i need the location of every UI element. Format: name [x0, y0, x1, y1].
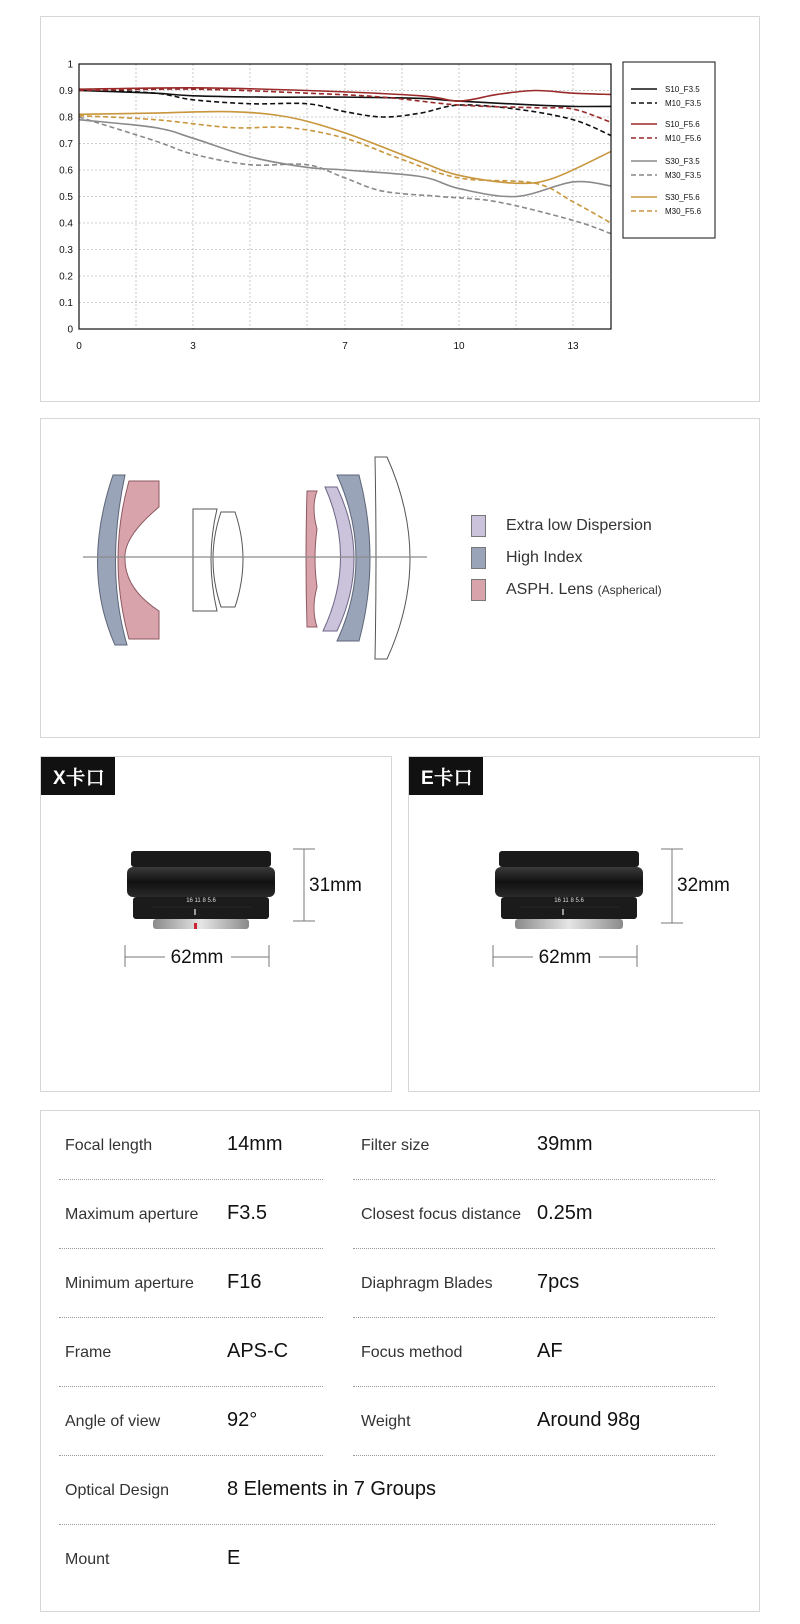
spec-row-mount — [41, 1525, 759, 1594]
y-tick-label: 0.8 — [59, 112, 73, 124]
spec-label: Weight — [361, 1413, 411, 1430]
x-tick-label: 0 — [76, 341, 82, 352]
ed-swatch — [471, 515, 486, 537]
legend-asph: ASPH. Lens (Aspherical) — [471, 579, 662, 601]
spec-row-angle-of-view — [41, 1387, 759, 1456]
mtf-chart-panel — [40, 16, 760, 402]
asph-swatch — [471, 579, 486, 601]
x-tick-label: 13 — [567, 341, 579, 352]
specifications-table — [40, 1110, 760, 1612]
spec-label: Focal length — [65, 1137, 153, 1154]
x-mount-tag: X卡口 — [41, 757, 115, 795]
spec-value: E — [227, 1547, 241, 1569]
spec-label: Maximum aperture — [65, 1206, 199, 1223]
legend-label: M30_F3.5 — [665, 171, 702, 180]
lens-element-5 — [306, 491, 317, 627]
spec-label: Filter size — [361, 1137, 430, 1154]
x-tick-label: 10 — [453, 341, 465, 352]
spec-value: F16 — [227, 1271, 262, 1293]
legend-label: S30_F3.5 — [665, 157, 700, 166]
x-height-dimension: 31mm — [309, 875, 362, 896]
spec-value: APS-C — [227, 1340, 289, 1362]
spec-value: 39mm — [537, 1133, 593, 1155]
spec-label: Mount — [65, 1551, 110, 1568]
y-tick-label: 0.6 — [59, 165, 73, 177]
y-tick-label: 0.4 — [59, 218, 73, 230]
x-tick-label: 7 — [342, 341, 348, 352]
chart-legend — [623, 62, 715, 238]
optical-construction-panel — [40, 418, 760, 738]
e-lens-body — [495, 851, 643, 929]
legend-label: S10_F5.6 — [665, 120, 700, 129]
legend-label: S10_F3.5 — [665, 85, 700, 94]
x-tick-label: 3 — [190, 341, 196, 352]
spec-label: Optical Design — [65, 1482, 170, 1499]
legend-high-index: High Index — [471, 547, 583, 569]
y-tick-label: 0.1 — [59, 298, 73, 309]
mtf-chart — [41, 17, 759, 401]
x-mount-panel — [40, 756, 392, 1092]
y-tick-label: 0.5 — [59, 192, 73, 203]
spec-value: 0.25m — [537, 1202, 593, 1224]
e-mount-panel — [408, 756, 760, 1092]
spec-value: 14mm — [227, 1133, 283, 1155]
legend-label: M10_F3.5 — [665, 99, 702, 108]
spec-value: 92° — [227, 1409, 258, 1431]
y-tick-label: 0.9 — [59, 86, 73, 97]
spec-row-frame — [41, 1318, 759, 1387]
spec-label: Angle of view — [65, 1413, 161, 1430]
spec-value: 7pcs — [537, 1271, 580, 1293]
e-mount-lens-illustration — [409, 757, 759, 1091]
spec-label: Closest focus distance — [361, 1206, 522, 1223]
x-aperture-marks: 16 11 8 5.6 — [186, 898, 216, 904]
spec-label: Minimum aperture — [65, 1275, 194, 1292]
spec-value: F3.5 — [227, 1202, 268, 1224]
spec-row-focal-length — [41, 1111, 759, 1180]
spec-label: Diaphragm Blades — [361, 1275, 493, 1292]
y-tick-label: 0.3 — [59, 245, 73, 256]
spec-row-max-aperture — [41, 1180, 759, 1249]
lens-diagram — [41, 419, 759, 737]
y-tick-label: 1 — [67, 59, 73, 71]
x-mount-lens-illustration — [41, 757, 391, 1091]
lens-element-8 — [375, 457, 410, 659]
x-width-dimension: 62mm — [170, 947, 224, 968]
spec-row-optical-design — [41, 1456, 759, 1525]
spec-label: Focus method — [361, 1344, 463, 1361]
high-index-swatch — [471, 547, 486, 569]
legend-ed: Extra low Dispersion — [471, 515, 652, 537]
y-tick-label: 0.2 — [59, 271, 73, 283]
lens-element-2 — [118, 481, 159, 639]
legend-label: M30_F5.6 — [665, 207, 702, 216]
spec-value: 8 Elements in 7 Groups — [227, 1478, 436, 1500]
legend-label: M10_F5.6 — [665, 134, 702, 143]
spec-value: Around 98g — [537, 1409, 641, 1431]
x-lens-body — [127, 851, 275, 929]
spec-label: Frame — [65, 1344, 112, 1361]
lens-element-4 — [213, 512, 243, 607]
y-tick-label: 0 — [67, 324, 73, 336]
e-height-dimension: 32mm — [677, 875, 730, 896]
legend-label: S30_F5.6 — [665, 193, 700, 202]
e-aperture-marks: 16 11 8 5.6 — [554, 898, 584, 904]
spec-value: AF — [537, 1340, 563, 1362]
y-tick-label: 0.7 — [59, 139, 73, 150]
e-mount-tag: E卡口 — [409, 757, 483, 795]
e-width-dimension: 62mm — [538, 947, 592, 968]
spec-row-min-aperture — [41, 1249, 759, 1318]
